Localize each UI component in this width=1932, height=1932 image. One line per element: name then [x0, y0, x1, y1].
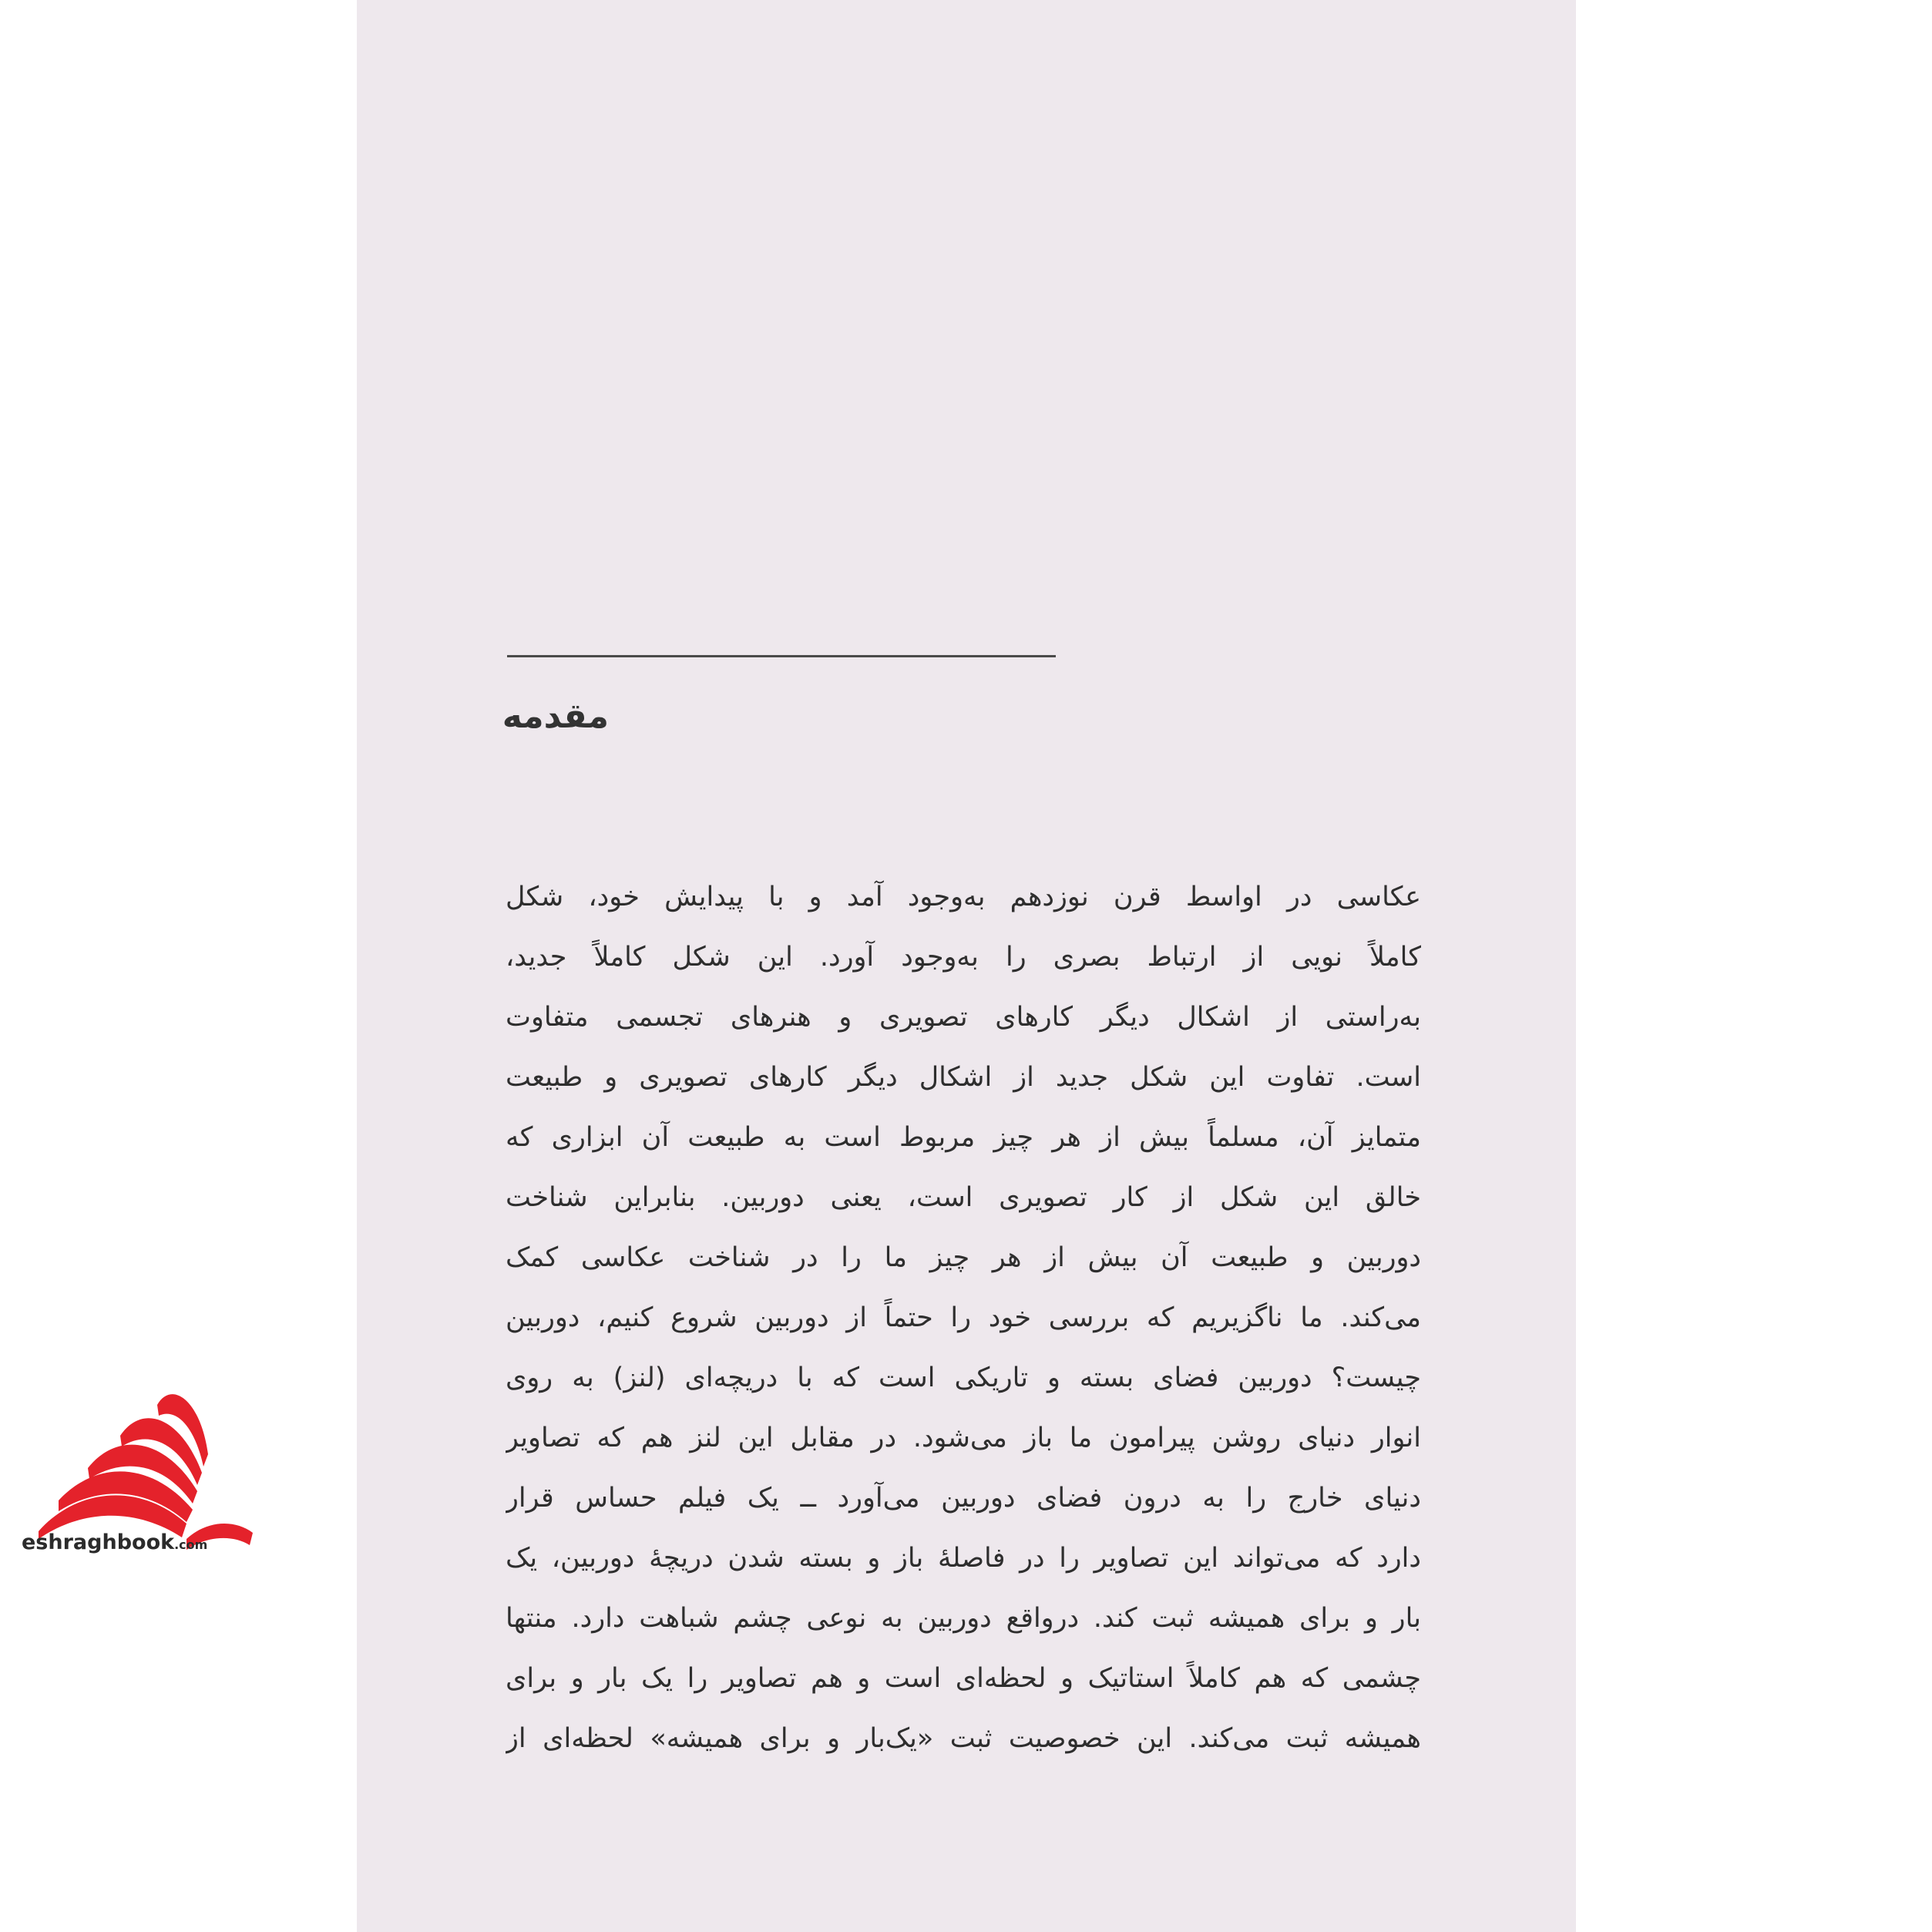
heading-rule [507, 655, 1056, 657]
publisher-url [22, 1527, 260, 1558]
text-line: دوربین و طبیعت آن بیش از هر چیز ما را در شناخت عکاسی کمک [506, 1242, 1421, 1273]
site-tld: .com [174, 1537, 208, 1552]
text-line: خالق این شکل از کار تصویری است، یعنی دوربین. بنابراین شناخت [506, 1182, 1421, 1213]
text-line: به‌راستی از اشکال دیگر کارهای تصویری و هنرهای تجسمی متفاوت [506, 1002, 1421, 1033]
text-line: چشمی که هم کاملاً استاتیک و لحظه‌ای است و هم تصاویر را یک بار و برای [506, 1663, 1421, 1694]
chapter-title: مقدمه [502, 697, 609, 736]
text-line: می‌کند. ما ناگزیریم که بررسی خود را حتماً از دوربین شروع کنیم، دوربین [506, 1302, 1421, 1333]
text-line: همیشه ثبت می‌کند. این خصوصیت ثبت «یک‌بار و برای همیشه» لحظه‌ای از [506, 1723, 1421, 1754]
text-line: چیست؟ دوربین فضای بسته و تاریکی است که با دریچه‌ای (لنز) به روی [506, 1362, 1421, 1393]
text-line: کاملاً نویی از ارتباط بصری را به‌وجود آورد. این شکل کاملاً جدید، [506, 942, 1421, 973]
site-name: eshraghbook [22, 1530, 175, 1554]
text-line: عکاسی در اواسط قرن نوزدهم به‌وجود آمد و با پیدایش خود، شکل [506, 882, 1421, 912]
text-line: بار و برای همیشه ثبت کند. درواقع دوربین به نوعی چشم شباهت دارد. منتها [506, 1603, 1421, 1634]
text-line: دارد که می‌تواند این تصاویر را در فاصلهٔ باز و بسته شدن دریچهٔ دوربین، یک [506, 1543, 1421, 1574]
text-line: انوار دنیای روشن پیرامون ما باز می‌شود. در مقابل این لنز هم که تصاویر [506, 1423, 1421, 1453]
text-line: دنیای خارج را به درون فضای دوربین می‌آورد ــ یک فیلم حساس قرار [506, 1483, 1421, 1514]
text-line: متمایز آن، مسلماً بیش از هر چیز مربوط است به طبیعت آن ابزاری که [506, 1122, 1421, 1153]
open-book-icon [39, 1394, 253, 1550]
body-text [506, 867, 1421, 1769]
text-line: است. تفاوت این شکل جدید از اشکال دیگر کارهای تصویری و طبیعت [506, 1062, 1421, 1093]
